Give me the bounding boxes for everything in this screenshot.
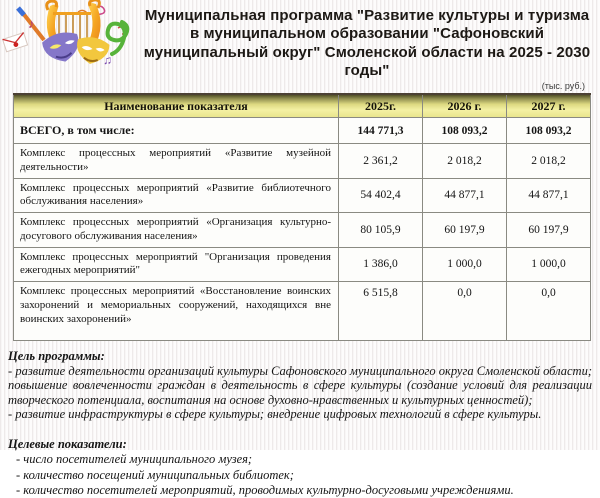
cell-value: 54 402,4	[339, 178, 423, 213]
col-header-2026: 2026 г.	[423, 94, 507, 118]
program-goal-section	[8, 349, 592, 422]
cell-value: 1 000,0	[507, 247, 591, 282]
row-label: Комплекс процессных мероприятий «Организация культурно-досугового обслуживания населения»	[14, 213, 339, 248]
target-item: - число посетителей муниципального музея;	[16, 452, 253, 467]
goal-paragraph: - развитие инфраструктуры в сфере культуры; внедрение цифровых технологий в сфере культуры.	[8, 407, 542, 422]
cell-value: 60 197,9	[507, 213, 591, 248]
goal-heading: Цель программы:	[8, 349, 105, 364]
envelope-icon	[3, 33, 28, 52]
cell-value: 80 105,9	[339, 213, 423, 248]
culture-collage-icon	[0, 0, 138, 72]
cell-value: 60 197,9	[423, 213, 507, 248]
row-label: ВСЕГО, в том числе:	[14, 118, 339, 144]
page-title: Муниципальная программа "Развитие культуры и туризма в муниципальном образовании "Сафоновский муниципальный округ" Смоленской области на 2025 - 2030 годы"	[143, 7, 591, 79]
table-row	[14, 282, 591, 341]
cell-value: 108 093,2	[423, 118, 507, 144]
funding-table	[13, 93, 591, 341]
goal-paragraph: - развитие деятельности организаций культуры Сафоновского муниципального округа Смоленской области; повышение вовлеченности граждан в деятельность в сфере культуры (создание условий для реализации творческого потенциала, воспитания на основе духовно-нравственных и культурных ценностей);	[8, 363, 592, 407]
row-label: Комплекс процессных мероприятий «Развитие музейной деятельности»	[14, 144, 339, 179]
cell-value: 2 018,2	[507, 144, 591, 179]
cell-value: 6 515,8	[339, 282, 423, 341]
cell-value: 144 771,3	[339, 118, 423, 144]
treble-clef-icon	[108, 22, 128, 54]
theater-mask-purple-icon	[41, 29, 83, 66]
cell-value: 108 093,2	[507, 118, 591, 144]
row-label: Комплекс процессных мероприятий «Восстановление воинских захоронений и мемориальных сооружений, находящихся вне воинских захоронений»	[14, 282, 339, 341]
col-header-2025: 2025г.	[339, 94, 423, 118]
cell-value: 1 386,0	[339, 247, 423, 282]
table-row	[14, 247, 591, 282]
cell-value: 0,0	[423, 282, 507, 341]
units-note: (тыс. руб.)	[541, 81, 585, 92]
cell-value: 2 018,2	[423, 144, 507, 179]
col-header-2027: 2027 г.	[507, 94, 591, 118]
table-row	[14, 144, 591, 179]
table-row	[14, 178, 591, 213]
slide-header	[0, 0, 600, 91]
target-item: - количество посетителей мероприятий, проводимых культурно-досуговыми учреждениями.	[16, 483, 514, 498]
title-block	[138, 0, 600, 91]
cell-value: 0,0	[507, 282, 591, 341]
target-indicators-section	[8, 437, 592, 498]
music-note-icon: ♫	[103, 53, 112, 67]
row-label: Комплекс процессных мероприятий «Развитие библиотечного обслуживания населения»	[14, 178, 339, 213]
row-label: Комплекс процессных мероприятий "Организация проведения ежегодных мероприятий"	[14, 247, 339, 282]
cell-value: 2 361,2	[339, 144, 423, 179]
cell-value: 44 877,1	[507, 178, 591, 213]
table-row	[14, 213, 591, 248]
table-header-row	[14, 94, 591, 118]
col-header-indicator: Наименование показателя	[14, 94, 339, 118]
table-row-total	[14, 118, 591, 144]
target-item: - количество посещений муниципальных библиотек;	[16, 467, 294, 482]
culture-art-illustration	[0, 0, 138, 72]
cell-value: 44 877,1	[423, 178, 507, 213]
cell-value: 1 000,0	[423, 247, 507, 282]
targets-heading: Целевые показатели:	[8, 436, 127, 451]
music-note-icon: ♪	[28, 16, 35, 31]
